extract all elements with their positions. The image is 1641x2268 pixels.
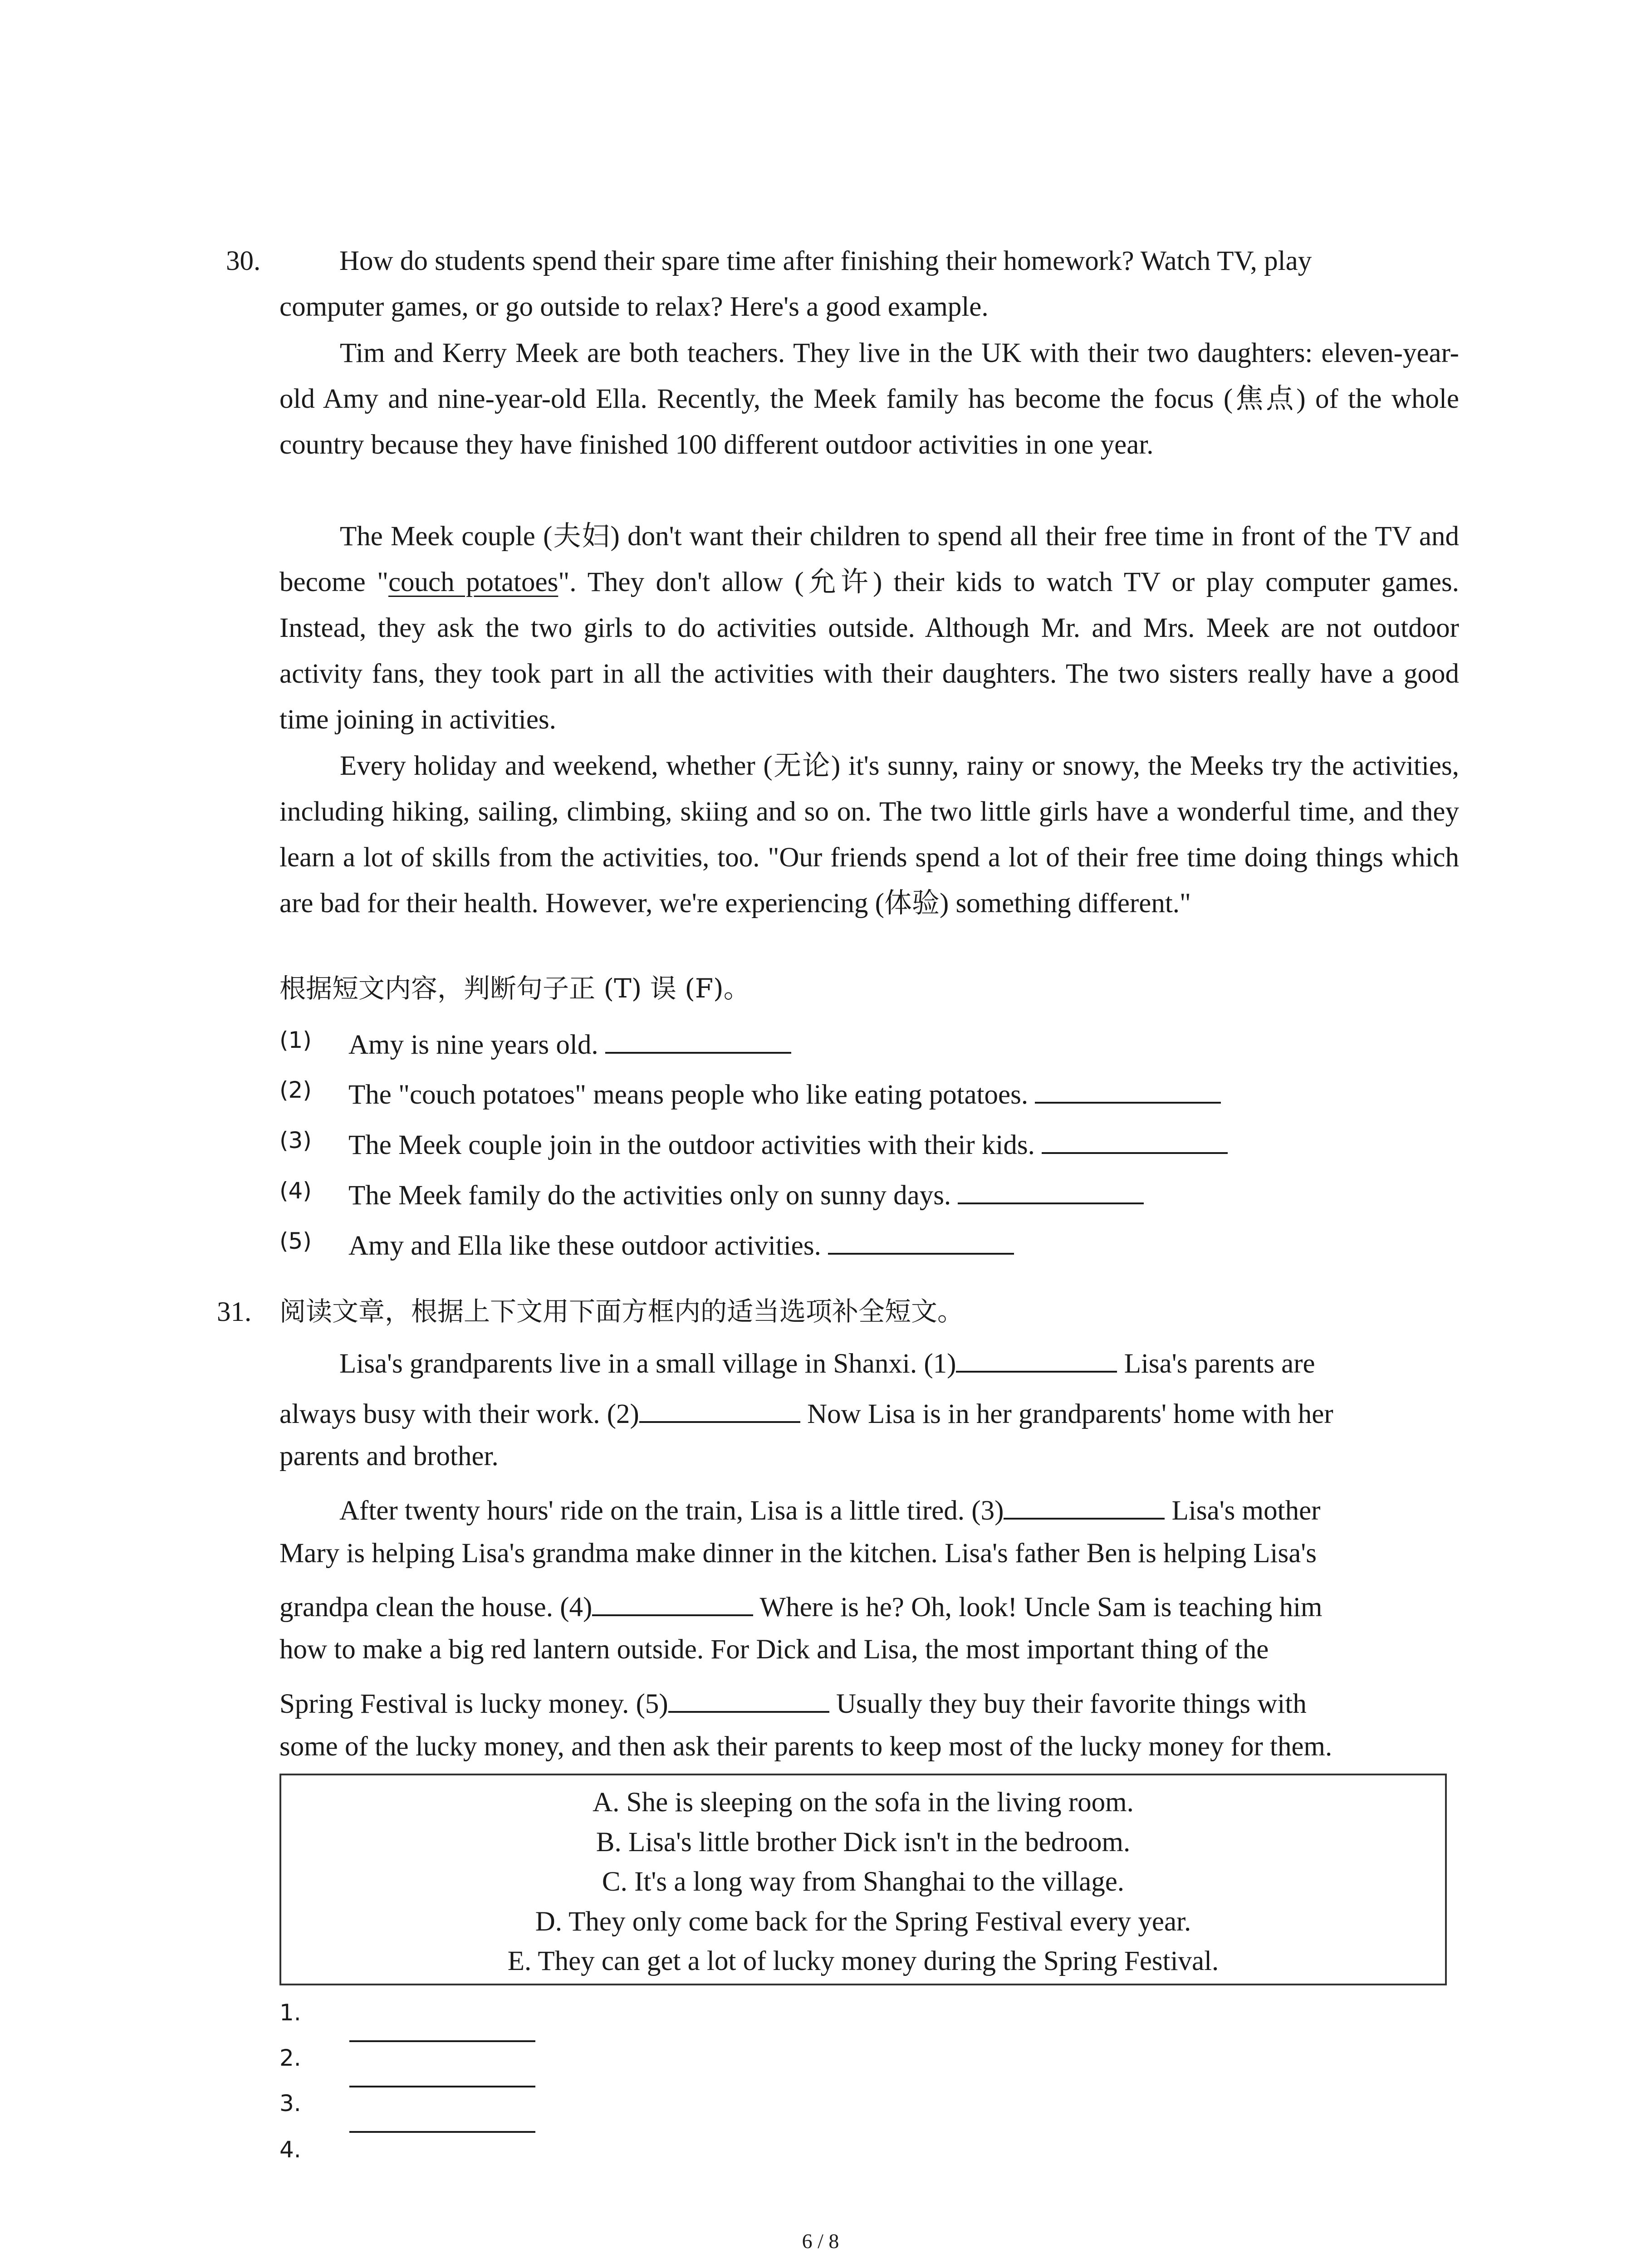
blank-4[interactable] [592, 1590, 753, 1616]
answer-number-1: 1. [279, 1999, 301, 2026]
page-number: 6 / 8 [802, 2229, 839, 2253]
answer-blank[interactable] [828, 1228, 1014, 1255]
q31-text: always busy with their work. (2) [279, 1399, 639, 1429]
blank-3[interactable] [1004, 1493, 1165, 1520]
answer-line-2[interactable] [349, 2086, 535, 2087]
answer-blank[interactable] [1035, 1077, 1221, 1104]
option-e: E. They can get a lot of lucky money during the Spring Festival. [507, 1946, 1219, 1976]
tf-item-text: The Meek couple join in the outdoor activities with their kids. [348, 1130, 1035, 1160]
q30-paragraph-4: Every holiday and weekend, whether (无论) it's sunny, rainy or snowy, the Meeks try the activities, including hiking, sailing, climbing, skiing and so on. The two little girls have a wonderful time, and they learn a lot of skills from the activities, too. "Our friends spend a lot of their free time doing things which are bad for their health. However, we're experiencing (体验) something different." [279, 751, 1459, 919]
answer-number-4: 4. [279, 2136, 301, 2163]
tf-item-number: (4) [279, 1178, 312, 1204]
q31-text: Usually they buy their favorite things with [829, 1689, 1307, 1719]
q31-line-9: some of the lucky money, and then ask their parents to keep most of the lucky money for them. [279, 1731, 1332, 1762]
tf-item-number: (3) [279, 1127, 312, 1154]
q31-text: Lisa's grandparents live in a small village in Shanxi. (1) [339, 1349, 956, 1379]
question-30-number: 30. [226, 246, 261, 276]
q31-line-3: parents and brother. [279, 1441, 499, 1471]
tf-item-5 [279, 1226, 312, 1254]
tf-item-number: (5) [279, 1228, 312, 1254]
q31-line-4 [339, 1493, 1320, 1525]
tf-item-3 [279, 1125, 312, 1153]
q31-text: Where is he? Oh, look! Uncle Sam is teaching him [753, 1592, 1323, 1623]
option-a: A. She is sleeping on the sofa in the living room. [593, 1787, 1134, 1818]
q31-instruction: 阅读文章，根据上下文用下面方框内的适当选项补全短文。 [279, 1296, 964, 1327]
q30-paragraph-3-part-a: The Meek couple (夫妇) don't want their children to spend all their free time in front of the TV and become " [279, 521, 1459, 597]
q31-line-6 [279, 1590, 1323, 1621]
tf-item-4 [279, 1176, 312, 1203]
q30-intro-line-2: computer games, or go outside to relax? Here's a good example. [279, 292, 989, 322]
option-c: C. It's a long way from Shanghai to the village. [602, 1867, 1125, 1897]
blank-5[interactable] [668, 1686, 829, 1713]
tf-item-text: Amy and Ella like these outdoor activities. [348, 1231, 821, 1261]
tf-item-number: (1) [279, 1027, 312, 1053]
tf-item-1-text [348, 1027, 791, 1059]
q31-line-7: how to make a big red lantern outside. For Dick and Lisa, the most important thing of the [279, 1634, 1269, 1665]
tf-item-text: The "couch potatoes" means people who like eating potatoes. [348, 1080, 1029, 1110]
q31-text: Spring Festival is lucky money. (5) [279, 1689, 668, 1719]
q31-text: Lisa's parents are [1117, 1349, 1315, 1379]
q31-text: grandpa clean the house. (4) [279, 1592, 593, 1623]
question-31-number: 31. [217, 1297, 252, 1327]
couch-potatoes-underlined: couch potatoes [388, 567, 558, 597]
q31-text: Now Lisa is in her grandparents' home with her [800, 1399, 1333, 1429]
q31-text: After twenty hours' ride on the train, Lisa is a little tired. (3) [339, 1496, 1004, 1526]
options-box [279, 1774, 1447, 1985]
option-b: B. Lisa's little brother Dick isn't in the bedroom. [596, 1827, 1131, 1857]
answer-blank[interactable] [958, 1178, 1144, 1204]
q31-line-1 [339, 1346, 1315, 1378]
q31-text: Lisa's mother [1165, 1496, 1321, 1526]
tf-item-text: Amy is nine years old. [348, 1030, 598, 1060]
tf-item-number: (2) [279, 1077, 312, 1103]
q31-line-8 [279, 1686, 1307, 1718]
tf-item-text: The Meek family do the activities only on sunny days. [348, 1180, 951, 1211]
tf-item-3-text [348, 1128, 1228, 1159]
q30-instruction: 根据短文内容，判断句子正 (T) 误 (F)。 [279, 973, 750, 1004]
tf-item-2-text [348, 1077, 1221, 1109]
tf-item-1 [279, 1025, 312, 1053]
q30-paragraph-3-part-b: ". They don't allow (允许) their kids to watch TV or play computer games. Instead, they ask the two girls to do activities outside. Although Mr. and Mrs. Meek are not outdoor activity fans, they took part in all the activities with their daughters. The two sisters really have a good time joining in activities. [279, 567, 1459, 735]
option-d: D. They only come back for the Spring Festival every year. [535, 1906, 1191, 1937]
blank-2[interactable] [639, 1397, 800, 1423]
q31-line-2 [279, 1397, 1333, 1428]
answer-blank[interactable] [605, 1027, 791, 1054]
q30-paragraph-2: Tim and Kerry Meek are both teachers. They live in the UK with their two daughters: eleven-year-old Amy and nine-year-old Ella. Recently, the Meek family has become the focus (焦点) of the whole country because they have finished 100 different outdoor activities in one year. [279, 338, 1459, 460]
answer-line-1[interactable] [349, 2040, 535, 2042]
q31-line-5: Mary is helping Lisa's grandma make dinner in the kitchen. Lisa's father Ben is helping Lisa's [279, 1538, 1317, 1569]
blank-1[interactable] [956, 1346, 1117, 1373]
tf-item-4-text [348, 1178, 1144, 1209]
tf-item-5-text [348, 1228, 1014, 1260]
q30-intro-line-1: How do students spend their spare time after finishing their homework? Watch TV, play [339, 246, 1312, 276]
answer-line-3[interactable] [349, 2131, 535, 2133]
tf-item-2 [279, 1075, 312, 1103]
answer-number-3: 3. [279, 2090, 301, 2116]
answer-blank[interactable] [1042, 1128, 1228, 1154]
q30-paragraph-3 [279, 513, 1459, 743]
answer-number-2: 2. [279, 2045, 301, 2071]
